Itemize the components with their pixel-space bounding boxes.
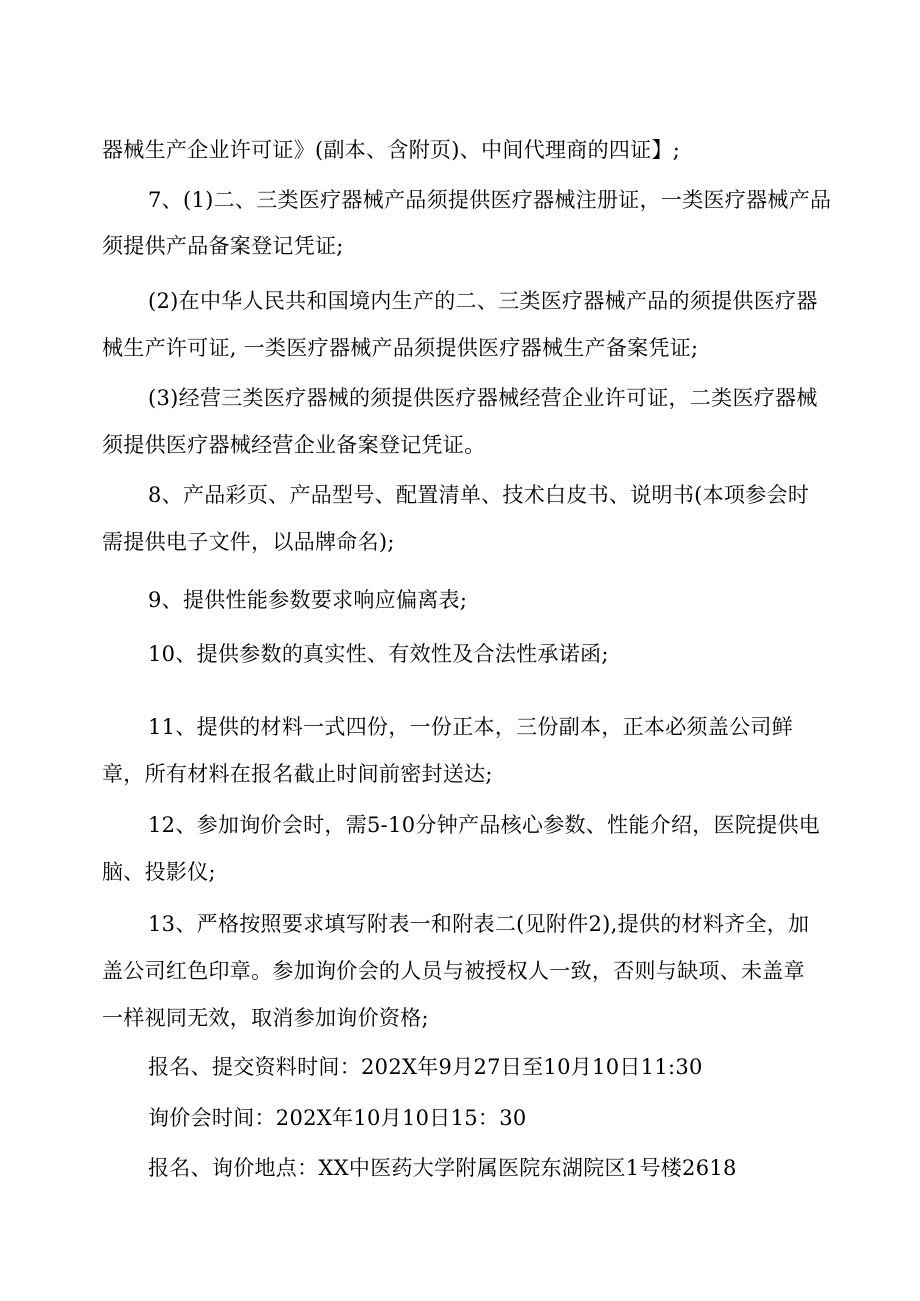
text-line-2: 7、(1)二、三类医疗器械产品须提供医疗器械注册证，一类医疗器械产品 bbox=[148, 188, 832, 212]
text-line-5: 械生产许可证, 一类医疗器械产品须提供医疗器械生产备案凭证; bbox=[102, 336, 699, 360]
text-line-3: 须提供产品备案登记凭证; bbox=[102, 234, 344, 258]
text-line-10: 9、提供性能参数要求响应偏离表; bbox=[148, 588, 468, 612]
text-line-18: 一样视同无效，取消参加询价资格; bbox=[102, 1006, 429, 1030]
inquiry-meeting-time: 询价会时间：202X年10月10日15：30 bbox=[148, 1106, 527, 1130]
registration-location: 报名、询价地点：XX中医药大学附属医院东湖院区1号楼2618 bbox=[148, 1156, 737, 1180]
text-line-16: 13、严格按照要求填写附表一和附表二(见附件2),提供的材料齐全，加 bbox=[148, 912, 810, 936]
text-line-7: 须提供医疗器械经营企业备案登记凭证。 bbox=[102, 433, 486, 457]
text-line-9: 需提供电子文件，以品牌命名); bbox=[102, 530, 395, 554]
registration-time: 报名、提交资料时间：202X年9月27日至10月10日11:30 bbox=[148, 1055, 703, 1079]
text-line-13: 章，所有材料在报名截止时间前密封送达; bbox=[102, 762, 493, 786]
text-line-6: (3)经营三类医疗器械的须提供医疗器械经营企业许可证，二类医疗器械 bbox=[148, 386, 818, 410]
text-line-4: (2)在中华人民共和国境内生产的二、三类医疗器械产品的须提供医疗器 bbox=[148, 289, 818, 313]
text-line-15: 脑、投影仪; bbox=[102, 860, 216, 884]
text-line-14: 12、参加询价会时，需5-10分钟产品核心参数、性能介绍，医院提供电 bbox=[148, 813, 821, 837]
text-line-12: 11、提供的材料一式四份，一份正本，三份副本，正本必须盖公司鲜 bbox=[148, 715, 794, 739]
text-line-17: 盖公司红色印章。参加询价会的人员与被授权人一致，否则与缺项、未盖章 bbox=[102, 959, 805, 983]
text-line-11: 10、提供参数的真实性、有效性及合法性承诺函; bbox=[148, 642, 609, 666]
text-line-8: 8、产品彩页、产品型号、配置清单、技术白皮书、说明书(本项参会时 bbox=[148, 483, 810, 507]
text-line-1: 器械生产企业许可证》(副本、含附页)、中间代理商的四证】; bbox=[102, 138, 681, 162]
